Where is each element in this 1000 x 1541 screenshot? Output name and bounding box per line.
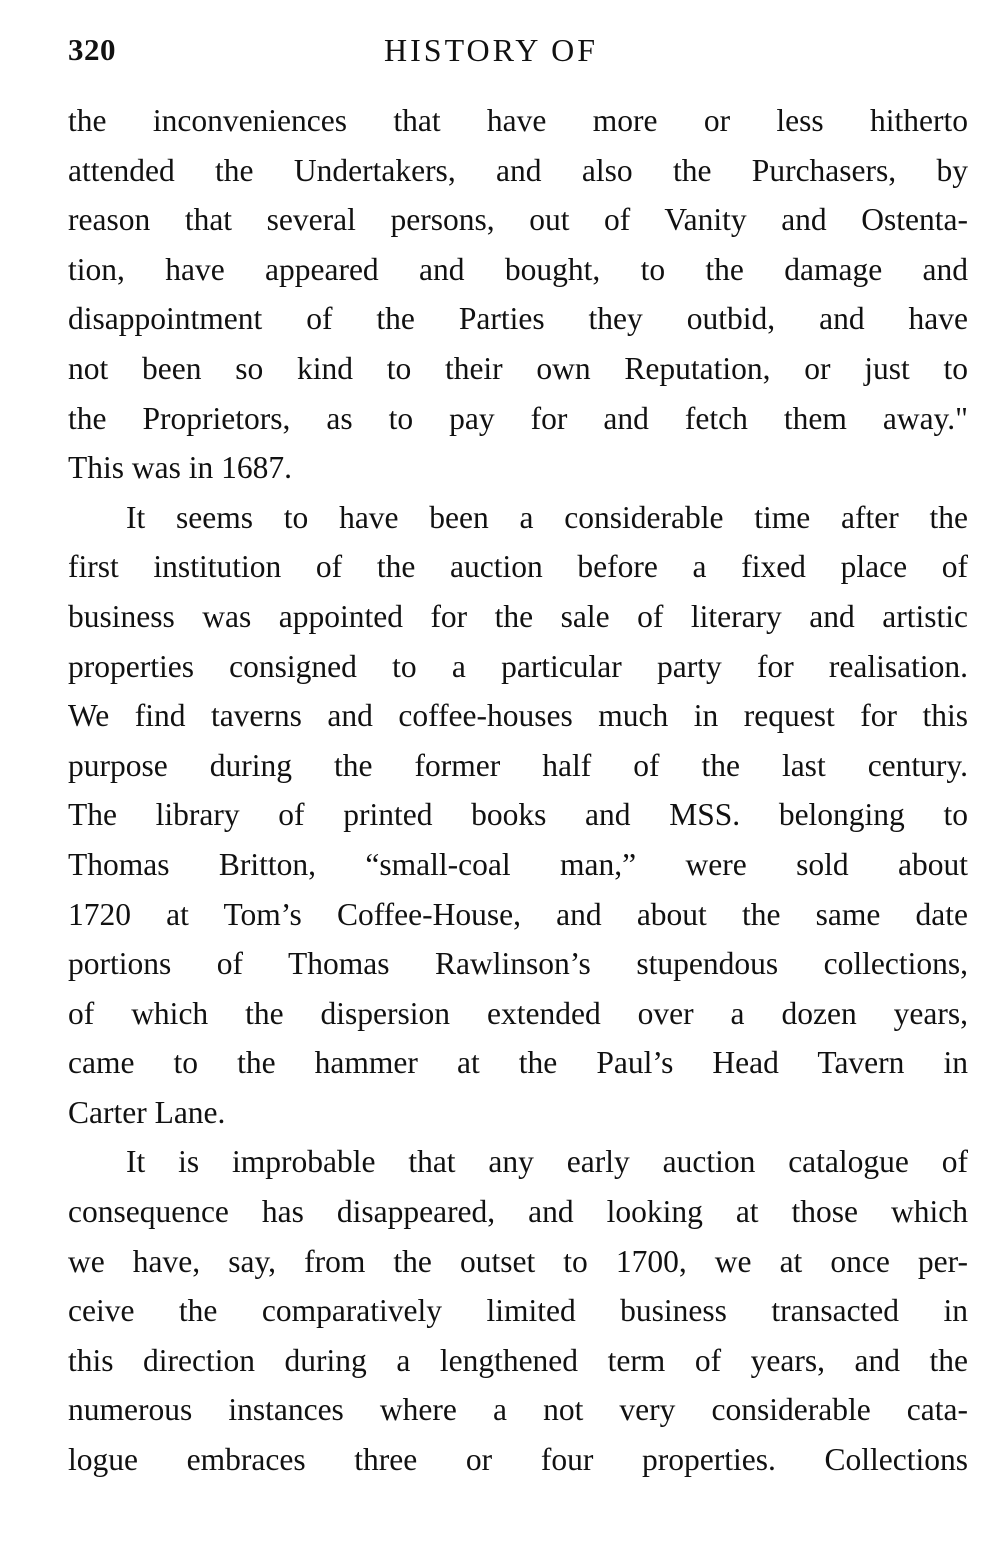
text-line: We find taverns and coffee-houses much in request for this <box>68 698 968 734</box>
running-head <box>68 28 968 72</box>
text-line: business was appointed for the sale of literary and artistic <box>68 598 968 634</box>
text-line: This was in 1687. <box>68 450 292 486</box>
text-line: purpose during the former half of the last century. <box>68 747 968 783</box>
text-line: we have, say, from the outset to 1700, we at once per- <box>68 1243 968 1279</box>
text-line: came to the hammer at the Paul’s Head Tavern in <box>68 1045 968 1081</box>
text-line: the inconveniences that have more or less hitherto <box>68 103 968 138</box>
text-line: of which the dispersion extended over a dozen years, <box>68 995 968 1031</box>
page-number: 320 <box>68 32 116 67</box>
text-line: Carter Lane. <box>68 1094 226 1130</box>
text-line: disappointment of the Parties they outbid, and have <box>68 301 968 337</box>
text-line: portions of Thomas Rawlinson’s stupendous collections, <box>68 946 968 982</box>
body-text <box>68 96 968 1485</box>
text-line: logue embraces three or four properties. Collections <box>68 1442 968 1478</box>
text-line: It seems to have been a considerable time after the <box>126 499 968 535</box>
text-line: properties consigned to a particular party for realisation. <box>68 648 968 684</box>
text-line: the Proprietors, as to pay for and fetch them away." <box>68 400 968 436</box>
text-line: this direction during a lengthened term of years, and the <box>68 1342 968 1378</box>
text-line: Thomas Britton, “small-coal man,” were sold about <box>68 846 968 882</box>
text-line: first institution of the auction before a fixed place of <box>68 549 968 585</box>
text-line: not been so kind to their own Reputation, or just to <box>68 350 968 386</box>
text-line: reason that several persons, out of Vanity and Ostenta- <box>68 202 968 238</box>
text-line: consequence has disappeared, and looking at those which <box>68 1194 968 1230</box>
text-line: 1720 at Tom’s Coffee-House, and about the same date <box>68 896 968 932</box>
text-line: It is improbable that any early auction catalogue of <box>126 1144 968 1180</box>
running-title: HISTORY OF <box>384 32 599 68</box>
text-line: attended the Undertakers, and also the Purchasers, by <box>68 152 968 188</box>
text-line: tion, have appeared and bought, to the damage and <box>68 251 968 287</box>
text-line: ceive the comparatively limited business transacted in <box>68 1293 968 1329</box>
text-line: The library of printed books and MSS. belonging to <box>68 797 968 833</box>
text-line: numerous instances where a not very considerable cata- <box>68 1392 968 1428</box>
